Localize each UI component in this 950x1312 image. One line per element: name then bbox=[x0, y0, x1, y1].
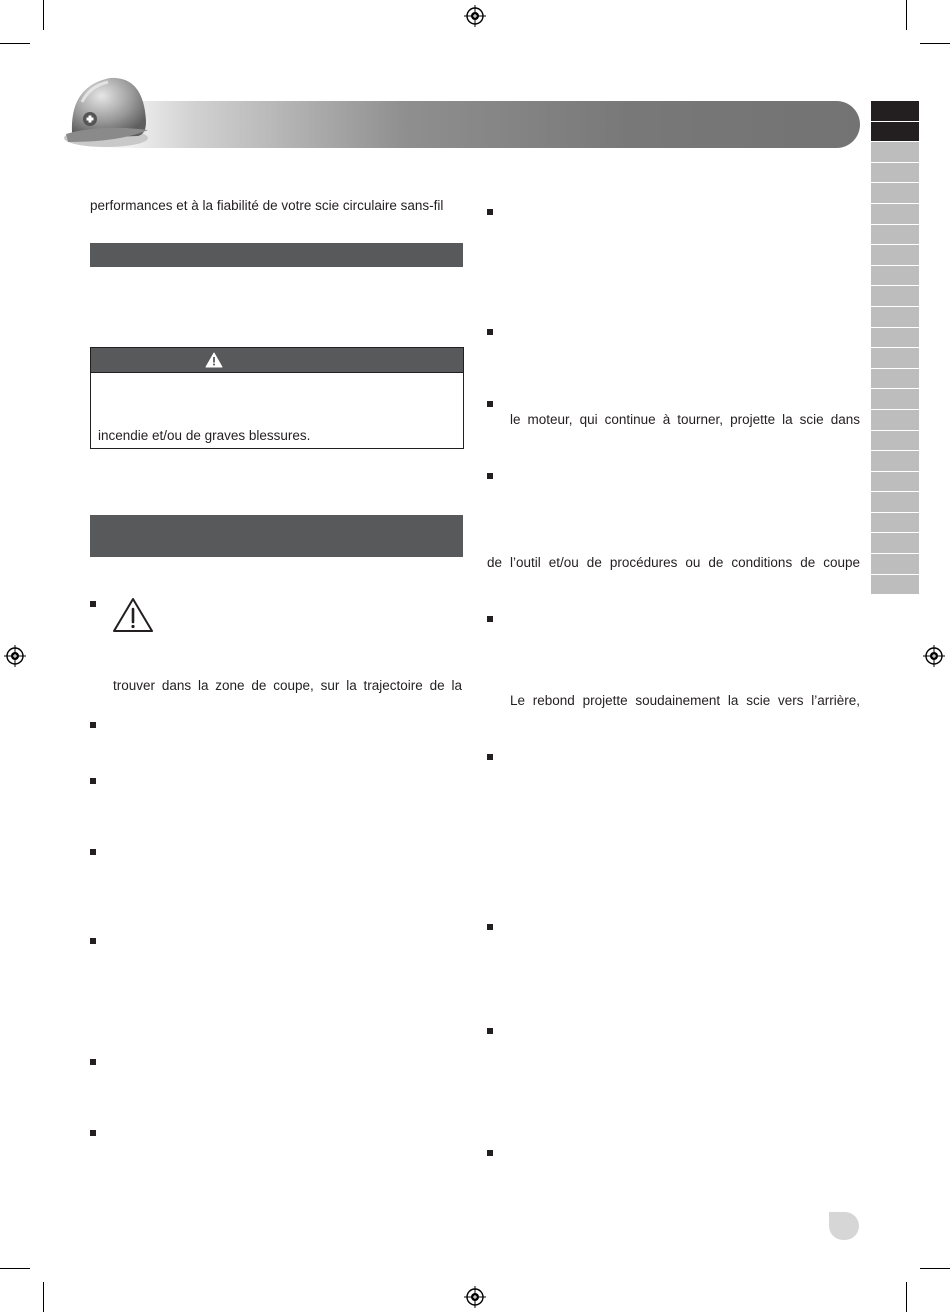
header-banner bbox=[100, 101, 860, 148]
language-tab[interactable] bbox=[871, 389, 919, 409]
page-number-tab bbox=[829, 1212, 859, 1240]
language-tab[interactable] bbox=[871, 183, 919, 203]
square-bullet-icon bbox=[487, 473, 493, 479]
language-tab[interactable] bbox=[871, 225, 919, 245]
crop-mark bbox=[920, 43, 950, 44]
bullet-text-line: trouver dans la zone de coupe, sur la trajectoire de la bbox=[113, 678, 462, 693]
registration-mark-icon bbox=[923, 645, 945, 667]
language-tab[interactable] bbox=[871, 286, 919, 306]
square-bullet-icon bbox=[487, 1028, 493, 1034]
crop-mark bbox=[0, 1268, 30, 1269]
motor-line: le moteur, qui continue à tourner, projette la scie dans bbox=[510, 412, 860, 427]
registration-mark-icon bbox=[464, 1286, 486, 1308]
square-bullet-icon bbox=[90, 601, 96, 607]
square-bullet-icon bbox=[90, 1130, 96, 1136]
language-tab[interactable] bbox=[871, 142, 919, 162]
crop-mark bbox=[906, 0, 907, 30]
registration-mark-icon bbox=[4, 645, 26, 667]
crop-mark bbox=[43, 1282, 44, 1312]
square-bullet-icon bbox=[487, 924, 493, 930]
square-bullet-icon bbox=[487, 1150, 493, 1156]
crop-mark bbox=[920, 1268, 950, 1269]
square-bullet-icon bbox=[90, 778, 96, 784]
warning-triangle-icon bbox=[205, 352, 223, 368]
square-bullet-icon bbox=[487, 616, 493, 622]
language-tab[interactable] bbox=[871, 307, 919, 327]
warning-body-line: incendie et/ou de graves blessures. bbox=[98, 428, 311, 443]
language-tab[interactable] bbox=[871, 348, 919, 368]
tool-line: de l’outil et/ou de procédures ou de conditions de coupe bbox=[487, 555, 860, 570]
language-tab[interactable] bbox=[871, 328, 919, 348]
language-tab[interactable] bbox=[871, 431, 919, 451]
crop-mark bbox=[0, 43, 30, 44]
language-tab[interactable] bbox=[871, 575, 919, 595]
language-tab-active[interactable] bbox=[871, 122, 919, 142]
square-bullet-icon bbox=[487, 401, 493, 407]
language-tab[interactable] bbox=[871, 533, 919, 553]
language-tab[interactable] bbox=[871, 472, 919, 492]
square-bullet-icon bbox=[487, 209, 493, 215]
warning-header bbox=[91, 348, 463, 373]
warning-box bbox=[90, 347, 464, 449]
square-bullet-icon bbox=[487, 754, 493, 760]
language-tab[interactable] bbox=[871, 245, 919, 265]
intro-line: performances et à la fiabilité de votre scie circulaire sans-fil bbox=[90, 198, 444, 213]
language-tab[interactable] bbox=[871, 451, 919, 471]
square-bullet-icon bbox=[90, 722, 96, 728]
language-tabs bbox=[871, 101, 919, 595]
crop-mark bbox=[43, 0, 44, 30]
language-tab[interactable] bbox=[871, 410, 919, 430]
language-tab[interactable] bbox=[871, 513, 919, 533]
square-bullet-icon bbox=[90, 938, 96, 944]
section-bar bbox=[90, 243, 463, 267]
crop-mark bbox=[906, 1282, 907, 1312]
square-bullet-icon bbox=[90, 849, 96, 855]
language-tab[interactable] bbox=[871, 266, 919, 286]
warning-triangle-icon bbox=[112, 597, 154, 633]
registration-mark-icon bbox=[464, 5, 486, 27]
kickback-line: Le rebond projette soudainement la scie vers l’arrière, bbox=[510, 693, 860, 708]
language-tab[interactable] bbox=[871, 369, 919, 389]
square-bullet-icon bbox=[487, 329, 493, 335]
language-tab[interactable] bbox=[871, 554, 919, 574]
square-bullet-icon bbox=[90, 1059, 96, 1065]
section-bar bbox=[90, 515, 463, 557]
language-tab[interactable] bbox=[871, 492, 919, 512]
language-tab[interactable] bbox=[871, 204, 919, 224]
safety-helmet-icon bbox=[60, 72, 152, 150]
language-tab[interactable] bbox=[871, 101, 919, 121]
language-tab[interactable] bbox=[871, 163, 919, 183]
